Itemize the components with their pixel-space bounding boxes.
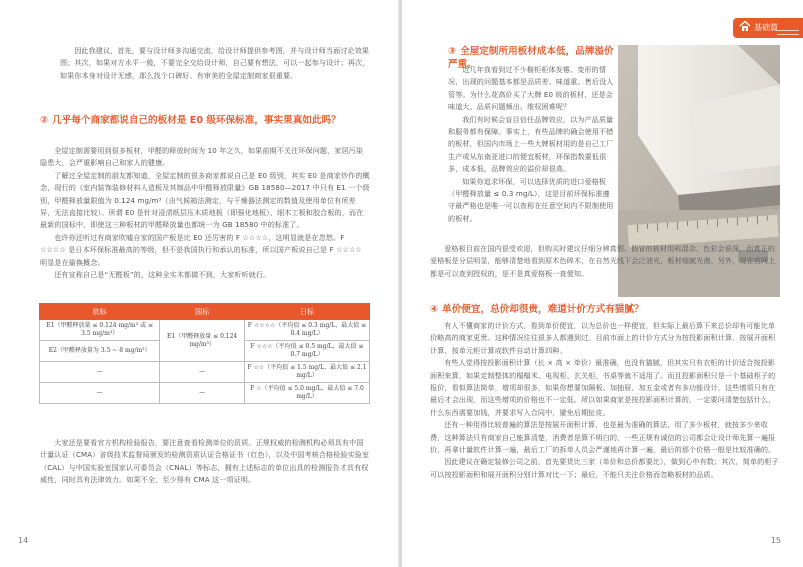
table-header-row — [40, 304, 370, 320]
section-number: ② — [40, 115, 49, 126]
table-header-cell: 国标 — [160, 304, 245, 320]
table-cell: F ☆☆☆☆（平均值 ≤ 0.3 mg/L，最大值 ≤ 0.4 mg/L） — [244, 320, 369, 341]
section-2-body — [40, 145, 370, 281]
paragraph: 了解过全屋定制的朋友都知道，全屋定制的很多商家都说自己是 E0 级别，其实 E0 是商家炒作的概念，现行的《室内装饰装修材料人造板及其制品中甲醛释放限量》GB 18580—2017 中只有 E1 一个级别，甲醛释放量限值为 0.124 mg/m³（由气候箱法测定，与干燥器法测定的数值及使用单位有所差异，无法直接比较）。所谓 E0 是针对浸渍纸层压木质地板（即强化地板）、细木工板和胶合板的，而在最新的国标中，即使这三种板材的甲醛释放量也都统一为 GB 18580 中的标准了。 — [40, 170, 370, 230]
table-row — [40, 362, 370, 383]
table-cell: — — [40, 383, 160, 404]
section-title: 单价便宜，总价却很贵，难道计价方式有猫腻？ — [442, 304, 644, 315]
intro-paragraph — [60, 45, 370, 82]
section-3-body — [448, 64, 614, 225]
section-heading-4 — [430, 303, 780, 316]
table-header-cell: 欧标 — [40, 304, 160, 320]
table-header-cell: 日标 — [244, 304, 369, 320]
table-cell: — — [40, 362, 160, 383]
table-row — [40, 320, 370, 341]
table-cell: E1（甲醛释放量 ≤ 0.124 mg/m³） — [160, 320, 245, 362]
section-title: 几乎每个商家都说自己的板材是 E0 级环保标准，事实果真如此吗？ — [52, 115, 341, 126]
section-2-body-continued — [40, 437, 370, 487]
table-cell: F ☆（平均值 ≤ 5.0 mg/L，最大值 ≤ 7.0 mg/L） — [244, 383, 369, 404]
home-icon — [739, 20, 751, 32]
table-cell: — — [160, 383, 245, 404]
section-heading-2 — [40, 114, 370, 127]
table-cell: F ☆☆☆（平均值 ≤ 0.5 mg/L，最大值 ≤ 0.7 mg/L） — [244, 341, 369, 362]
paragraph: 大家还是要看官方机构检验报告，要注意查看检测单位的资质。正规权威的检测机构必须具有中国计量认证（CMA）省级技术监督局颁发的检测资质认证合格证书（红色），以及中国考核合格检验实验室（CAL）与中国实验室国家认可委员会（CNAL）等标志，拥有上述标志的单位出具的检测报告才具有权威性，同时具有法律效力。如果不全，至少得有 CMA 这一项证明。 — [40, 438, 370, 485]
paragraph: 有人不懂商家的计价方式，看到单价便宜，以为总价也一样便宜，但实际上最后算下来总价却有可能比单价略高的商家更贵。这种情况往往很多人都遇到过。目前市面上的计价方式分为按投影面积计算、按展开面积计算、按单元柜计算或软件自动计算四种。 — [430, 321, 776, 355]
paragraph: 爱格板目前在国内很受欢迎，但购买时建议仔细分辨真假。假冒的板材用料混杂，色彩会很深，而真正的爱格板是分层明显，能够清楚地看到原木色碎木，在自然光线下会泛油光，板材细腻光滑。另外，现在官网上都是可以查到授权的，是不是真爱格板一查便知。 — [430, 244, 776, 278]
badge-decoration — [777, 30, 799, 35]
paragraph: 如果你追求环保，可以选择优质的进口爱格板（甲醛释放量 ≤ 0.3 mg/L），这是目前环保标准遵守最严格也是唯一可以查称在任意空间内不限制使用的板材。 — [448, 176, 614, 223]
table-cell: F ☆☆（平均值 ≤ 1.5 mg/L，最大值 ≤ 2.1 mg/L） — [244, 362, 369, 383]
page-number-right: 15 — [770, 536, 781, 545]
paragraph: 近几年我看到过不少橱柜柜体发霉、变形的情况，出现的问题基本都是品质差、味道重、售后没人管等。为什么花高价买了大牌 E0 级的板材，还是会味道大、品质问题频出、维权困难呢？ — [448, 65, 614, 112]
paragraph: 全屋定制需要用到很多板材，甲醛的释放时间为 10 年之久，如果前期不关注环保问题，家居污染隐患大，会严重影响自己和家人的健康。 — [40, 146, 364, 168]
paragraph: 还有宣称自己是“无醛板”的，这种全实木都做不到，大家听听就行。 — [54, 270, 271, 280]
table-row — [40, 383, 370, 404]
paragraph: 我们有时候会盲目信任品牌效应，以为产品质量和服务都有保障。事实上，有些品牌的确会使用不错的板材，但国内市场上一些大牌板材用的是自己工厂生产或从东南亚进口的便宜板材，环保指数要低很多，成本低，品牌效应的溢价却很高。 — [448, 114, 614, 174]
paragraph: 也许你还听过有商家吹嘘自家的国产板是比 E0 还厉害的 F ☆☆☆☆，这明显就是在忽悠。F ☆☆☆☆ 是日本环保标准最高的等级，但不是我国执行和承认的标准，所以国产板说自己是 F ☆☆☆☆ 明显是在偷换概念。 — [40, 232, 362, 267]
table-cell: E1（甲醛释放量 ≤ 0.124 mg/m³ 或 ≤ 3.5 mg/m³） — [40, 320, 160, 341]
section-badge — [733, 18, 803, 38]
paragraph: 因此我建议，首先，要与设计师多沟通交流，给设计师提供参考图，并与设计师当面讨论效果图；其次，如果对方水平一般，不要完全交给设计师，自己要有想法，可以一起参与设计；再次，如果你本身对设计无感，那么找个口碑好、有审美的全屋定制商家很重要。 — [60, 46, 370, 80]
section-4-body — [430, 320, 780, 481]
page-number-left: 14 — [18, 536, 29, 545]
paragraph: 有些人觉得按投影面积计算（长 × 高 × 单价）最准确，也没有猫腻，但其实只有衣柜的计价适合按投影面积来算，如果定制整体的榻榻米、电视柜、玄关柜、书桌等就不适用了。而且投影面积只是一个基础柜子的报价，看似算法简单，增项却很多，如果你想要加隔板、加抽屉、加五金或者有多功能设计，这些增项只有在最后才会出现，而这些增项的价格也不一定低。所以如果商家是按投影面积计算的，一定要问清楚包括什么，什么东西需要加钱，并要求写入合同中，避免后期扯皮。 — [430, 358, 776, 417]
formaldehyde-standards-table — [39, 303, 370, 404]
section-3-body-continued — [430, 243, 780, 280]
table-cell: E2（甲醛释放量为 3.5 ~ 8 mg/m³） — [40, 341, 160, 362]
section-number: ③ — [448, 46, 457, 57]
badge-label: 基础篇 — [754, 23, 778, 32]
paragraph: 还有一种用得比较普遍的算法是按展开面积计算，也是最为准确的算法，用了多少板材，就按多少来收费，这种算法只有商家自己能算清楚，消费者是算不明白的，一些正规有诚信的公司都会让设计师先算一遍报价，再拿计量软件计算一遍，最后工厂的拆单人员会严谨地再计算一遍，最后的那个价格一般是比较准确的。 — [430, 420, 776, 455]
section-title: 全屋定制所用板材成本低，品牌溢价严重。 — [448, 46, 614, 70]
section-number: ④ — [430, 304, 439, 315]
paragraph: 因此建议在确定装修公司之前，首先要货比三家（单价和总价都要比），做到心中有数；其次，简单的柜子可以按投影面积和展开面积分别计算对比一下；最后，不能只关注价格而忽略板材的品质。 — [430, 457, 779, 479]
table-cell: — — [160, 362, 245, 383]
